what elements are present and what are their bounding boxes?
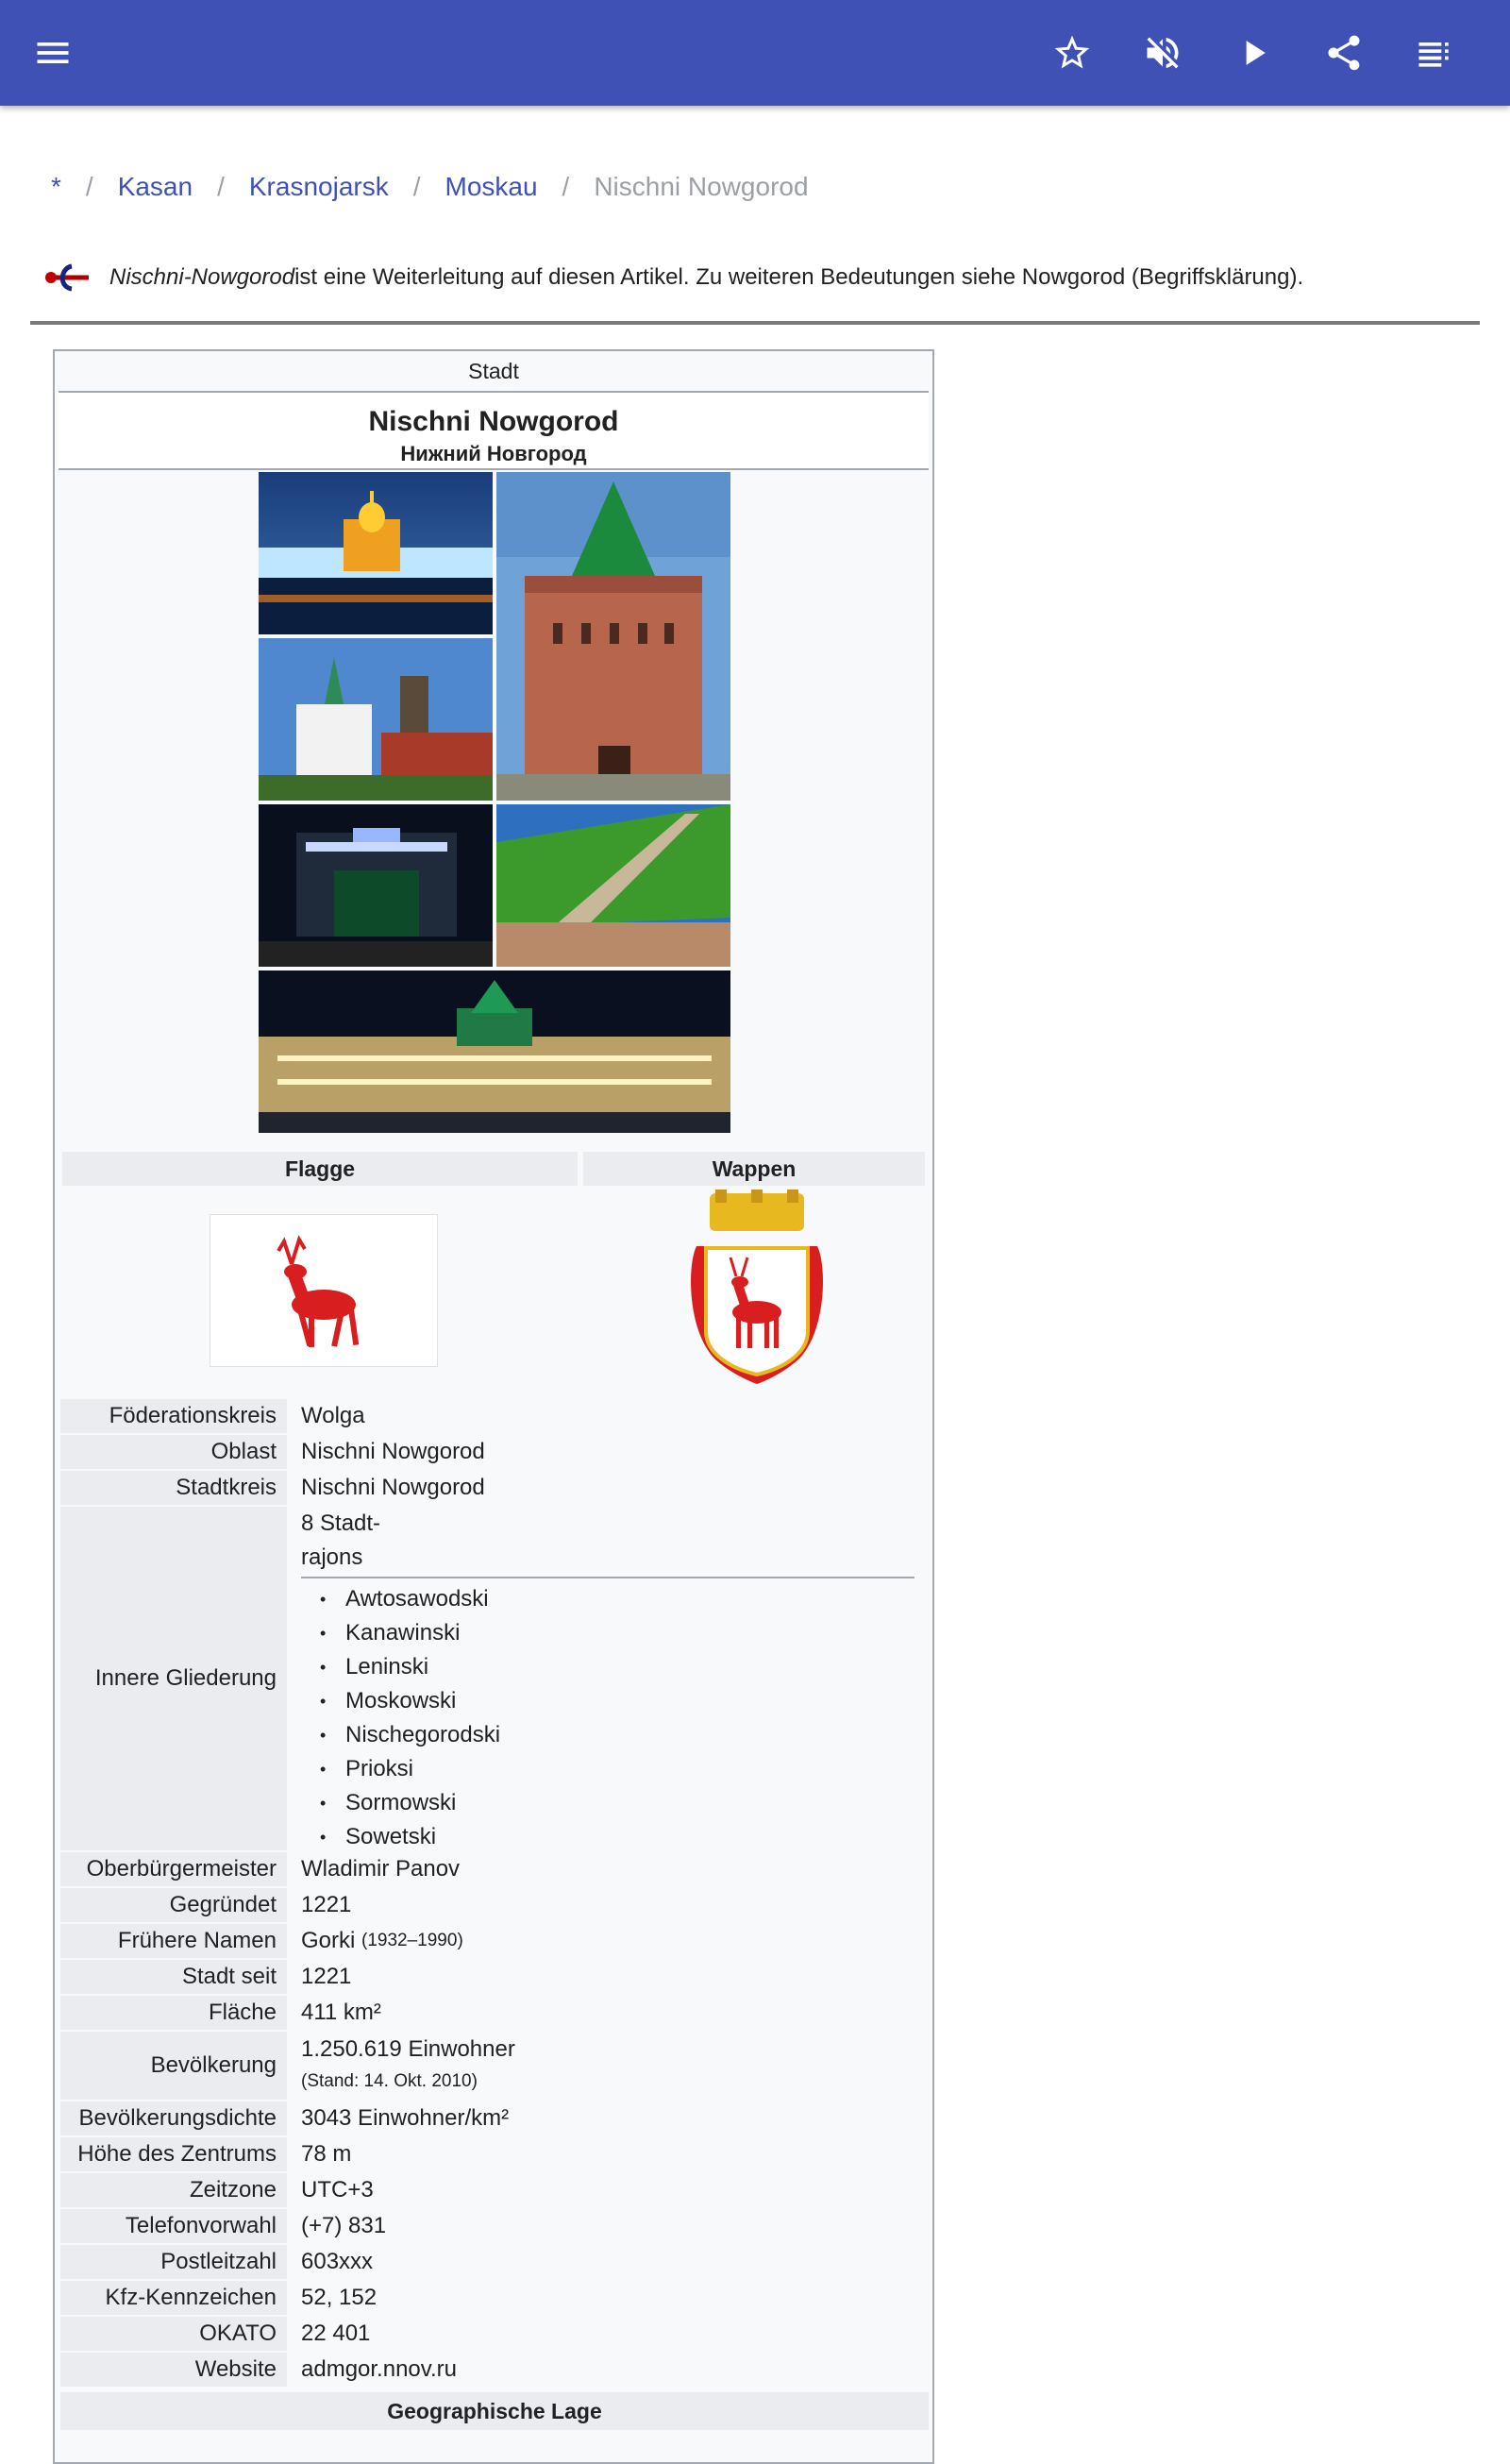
row-label: Oblast (60, 1435, 287, 1469)
redirect-text: ist eine Weiterleitung auf diesen Artikel. Zu weiteren Bedeutungen siehe Nowgorod (Begriffsklärung). (294, 264, 1304, 290)
row-label: Oberbürgermeister (60, 1852, 287, 1886)
divider (30, 321, 1480, 325)
row-okato (60, 2317, 919, 2351)
row-value[interactable]: Wladimir Panov (301, 1856, 461, 1882)
rajon-count: 8 Stadt- rajons (301, 1510, 381, 1570)
row-label: OKATO (60, 2317, 287, 2351)
breadcrumb-separator: / (412, 172, 421, 201)
row-value (287, 1924, 919, 1958)
list-item[interactable]: • Prioksi (301, 1752, 919, 1786)
redirect-notice (42, 257, 1476, 298)
row-value[interactable]: Nischni Nowgorod (301, 1439, 485, 1464)
row-label: Zeitzone (60, 2173, 287, 2207)
population-date: (Stand: 14. Okt. 2010) (301, 2071, 478, 2091)
photo-cathedral-night[interactable] (259, 472, 493, 634)
breadcrumb-item-moskau[interactable]: Moskau (445, 172, 538, 201)
row-label: Stadt seit (60, 1960, 287, 1994)
row-label: Föderationskreis (60, 1399, 287, 1433)
row-oberbuergermeister (60, 1852, 919, 1886)
coat-of-arms[interactable] (678, 1190, 836, 1390)
row-label: Frühere Namen (60, 1924, 287, 1958)
star-icon (1051, 32, 1093, 74)
infobox-header (59, 393, 929, 470)
row-kfz-kennzeichen (60, 2281, 919, 2315)
list-item[interactable]: • Kanawinski (301, 1616, 919, 1650)
row-label: Höhe des Zentrums (60, 2137, 287, 2171)
breadcrumb-item-kasan[interactable]: Kasan (117, 172, 193, 201)
row-value-block (287, 1507, 919, 1850)
photo-arch-night[interactable] (259, 804, 493, 967)
list-item[interactable]: • Leninski (301, 1650, 919, 1684)
row-label: Stadtkreis (60, 1471, 287, 1505)
play-button[interactable] (1227, 26, 1280, 79)
play-icon (1233, 32, 1274, 74)
row-value[interactable]: admgor.nnov.ru (301, 2356, 457, 2382)
rajon-list (301, 1582, 919, 1854)
row-value: 1221 (301, 1964, 352, 1989)
infobox-title: Nischni Nowgorod (368, 406, 619, 437)
row-zeitzone (60, 2173, 919, 2207)
row-value: 411 km² (301, 2000, 381, 2025)
geo-header: Geographische Lage (60, 2392, 929, 2430)
contents-button[interactable] (1408, 26, 1461, 79)
row-label: Telefonvorwahl (60, 2209, 287, 2243)
list-item[interactable]: • Awtosawodski (301, 1582, 919, 1616)
row-label: Gegründet (60, 1888, 287, 1922)
row-value: 603xxx (301, 2249, 374, 2274)
breadcrumb-item-home[interactable]: * (51, 172, 61, 201)
row-label: Bevölkerung (60, 2032, 287, 2100)
menu-icon (32, 32, 74, 74)
row-label: Postleitzahl (60, 2245, 287, 2279)
photo-church-monument[interactable] (259, 638, 493, 801)
row-label: Fläche (60, 1996, 287, 2030)
list-item[interactable]: • Sowetski (301, 1820, 919, 1854)
row-website (60, 2353, 919, 2387)
breadcrumb (51, 168, 809, 206)
row-innere-gliederung (60, 1507, 919, 1850)
row-foederationskreis (60, 1399, 919, 1433)
row-hoehe (60, 2137, 919, 2171)
bookmark-button[interactable] (1046, 26, 1099, 79)
coat-header: Wappen (583, 1152, 925, 1186)
breadcrumb-separator: / (217, 172, 225, 201)
row-bevoelkerungsdichte (60, 2101, 919, 2135)
row-telefonvorwahl (60, 2209, 919, 2243)
volume-off-icon (1142, 32, 1183, 74)
city-flag[interactable] (210, 1214, 438, 1367)
row-label: Innere Gliederung (60, 1507, 287, 1850)
share-button[interactable] (1317, 26, 1370, 79)
breadcrumb-item-krasnojarsk[interactable]: Krasnojarsk (248, 172, 389, 201)
row-stadt-seit (60, 1960, 919, 1994)
row-value[interactable]: Wolga (301, 1403, 365, 1428)
row-value: (+7) 831 (301, 2213, 387, 2238)
row-flaeche (60, 1996, 919, 2030)
flag-header: Flagge (62, 1152, 578, 1186)
row-value: 1221 (301, 1892, 352, 1917)
row-value (287, 2032, 919, 2100)
row-oblast (60, 1435, 919, 1469)
rajon-divider (301, 1577, 914, 1578)
row-value[interactable]: UTC+3 (301, 2177, 374, 2202)
menu-button[interactable] (26, 26, 79, 79)
former-name-period: (1932–1990) (361, 1931, 463, 1950)
app-bar (0, 0, 1510, 106)
row-bevoelkerung (60, 2032, 919, 2100)
row-value: 22 401 (301, 2321, 371, 2346)
row-value: 52, 152 (301, 2285, 378, 2310)
row-label: Kfz-Kennzeichen (60, 2281, 287, 2315)
photo-kremlin-tower[interactable] (496, 472, 730, 801)
row-stadtkreis (60, 1471, 919, 1505)
list-item[interactable]: • Nischegorodski (301, 1718, 919, 1752)
breadcrumb-separator: / (85, 172, 93, 201)
infobox-native-title: Нижний Новгород (400, 442, 587, 465)
row-value: 3043 Einwohner/km² (301, 2105, 510, 2131)
infobox-type: Stadt (59, 351, 929, 393)
breadcrumb-separator: / (562, 172, 570, 201)
row-gegruendet (60, 1888, 919, 1922)
share-icon (1323, 32, 1365, 74)
redirect-icon (42, 261, 92, 295)
row-fruehere-namen (60, 1924, 919, 1958)
row-value[interactable]: Nischni Nowgorod (301, 1475, 485, 1500)
list-item[interactable]: • Sormowski (301, 1786, 919, 1820)
redirect-term: Nischni-Nowgorod (109, 264, 295, 290)
row-value: 78 m (301, 2141, 352, 2167)
former-name: Gorki (301, 1928, 356, 1953)
photo-stairs[interactable] (496, 804, 730, 967)
row-label: Bevölkerungsdichte (60, 2101, 287, 2135)
row-postleitzahl (60, 2245, 919, 2279)
population-value: 1.250.619 Einwohner (301, 2036, 515, 2062)
photo-palace-night[interactable] (259, 970, 730, 1133)
row-label: Website (60, 2353, 287, 2387)
breadcrumb-current: Nischni Nowgorod (594, 172, 809, 201)
list-icon (1414, 32, 1455, 74)
list-item[interactable]: • Moskowski (301, 1684, 919, 1718)
mute-button[interactable] (1136, 26, 1189, 79)
